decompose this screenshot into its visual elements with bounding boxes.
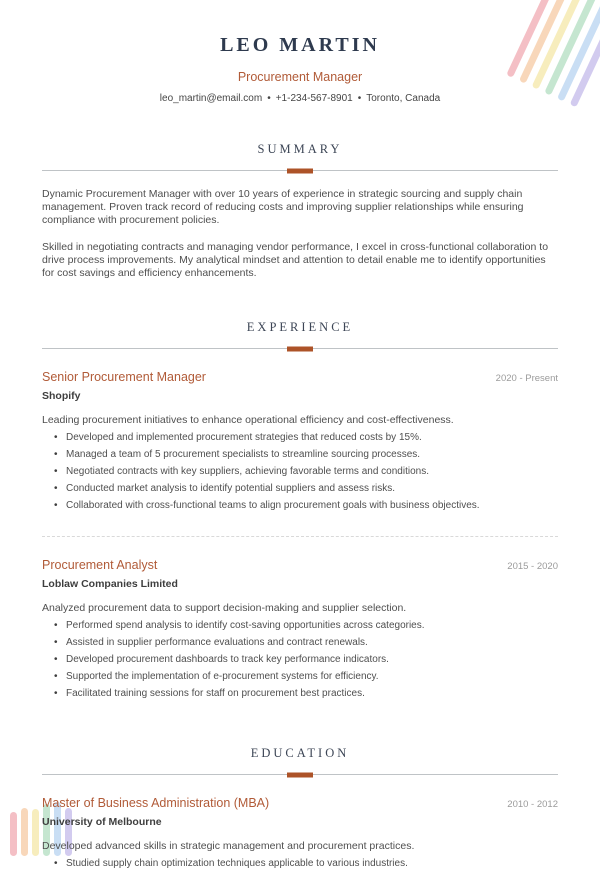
- entry-school: University of Melbourne: [42, 816, 162, 828]
- experience-entry: [42, 370, 558, 512]
- summary-body: [42, 188, 558, 280]
- entry-bullet: • Supported the implementation of e-procurement systems for efficiency.: [52, 671, 558, 683]
- bullet-separator: •: [357, 93, 362, 104]
- candidate-name: LEO MARTIN: [220, 34, 380, 56]
- entry-bullet: • Facilitated training sessions for staff on procurement best practices.: [52, 688, 558, 700]
- section-education: [42, 746, 558, 870]
- entry-bullet: • Managed a team of 5 procurement specialists to streamline sourcing processes.: [52, 449, 558, 461]
- entry-bullet: • Developed and implemented procurement strategies that reduced costs by 15%.: [52, 432, 558, 444]
- summary-paragraph: Dynamic Procurement Manager with over 10 years of experience in strategic sourcing and supply chain management. Proven track record of reducing costs and improving supplier relationships while ensuring compliance with procurement policies.: [42, 188, 524, 226]
- experience-heading: EXPERIENCE: [246, 320, 354, 334]
- entry-dates: 2020 - Present: [495, 373, 558, 384]
- section-experience: [42, 320, 558, 700]
- entry-title: Procurement Analyst: [42, 558, 158, 572]
- entry-bullet-list: [52, 620, 558, 700]
- entry-bullet-list: [52, 432, 558, 512]
- entry-bullet: • Collaborated with cross-functional teams to align procurement goals with business objectives.: [52, 500, 558, 512]
- entry-company: Shopify: [42, 390, 81, 402]
- entry-bullet-list: [52, 858, 558, 870]
- entry-bullet: • Negotiated contracts with key suppliers, achieving favorable terms and conditions.: [52, 466, 558, 478]
- entry-header: [42, 796, 558, 810]
- contact-location: Toronto, Canada: [366, 93, 441, 104]
- entry-description: Leading procurement initiatives to enhance operational efficiency and cost-effectiveness.: [42, 414, 454, 426]
- summary-heading: SUMMARY: [257, 142, 343, 156]
- contact-phone: +1-234-567-8901: [275, 93, 353, 104]
- entry-bullet: • Performed spend analysis to identify cost-saving opportunities across categories.: [52, 620, 558, 632]
- entry-bullet: • Studied supply chain optimization techniques applicable to various industries.: [52, 858, 558, 870]
- entry-header: [42, 558, 558, 572]
- resume-header: [42, 0, 558, 104]
- entry-description: Analyzed procurement data to support decision-making and supplier selection.: [42, 602, 407, 614]
- divider-accent-bar: [287, 346, 313, 351]
- experience-entry: [42, 558, 558, 700]
- section-divider: [42, 348, 558, 349]
- contact-email: leo_martin@email.com: [159, 93, 263, 104]
- candidate-title: Procurement Manager: [237, 70, 363, 84]
- entry-title: Senior Procurement Manager: [42, 370, 206, 384]
- entry-title: Master of Business Administration (MBA): [42, 796, 270, 810]
- entry-header: [42, 370, 558, 384]
- education-entry: [42, 796, 558, 870]
- entry-bullet: • Developed procurement dashboards to track key performance indicators.: [52, 654, 558, 666]
- divider-accent-bar: [287, 168, 313, 173]
- bullet-separator: •: [267, 93, 271, 104]
- section-summary: [42, 142, 558, 280]
- section-divider: [42, 774, 558, 775]
- entry-dates: 2010 - 2012: [507, 799, 558, 810]
- entry-company: Loblaw Companies Limited: [42, 578, 178, 590]
- entry-separator: [42, 536, 558, 537]
- contact-line: [42, 93, 558, 104]
- entry-description: Developed advanced skills in strategic management and procurement practices.: [42, 840, 415, 852]
- education-heading: EDUCATION: [250, 746, 350, 760]
- entry-bullet: • Conducted market analysis to identify potential suppliers and assess risks.: [52, 483, 558, 495]
- entry-bullet: • Assisted in supplier performance evaluations and contract renewals.: [52, 637, 558, 649]
- divider-accent-bar: [287, 772, 313, 777]
- entry-dates: 2015 - 2020: [507, 561, 558, 572]
- section-divider: [42, 170, 558, 171]
- summary-paragraph: Skilled in negotiating contracts and managing vendor performance, I excel in cross-functional collaboration to drive process improvements. My analytical mindset and attention to detail enable me to identify opportunities for cost savings and efficiency enhancements.: [42, 241, 549, 279]
